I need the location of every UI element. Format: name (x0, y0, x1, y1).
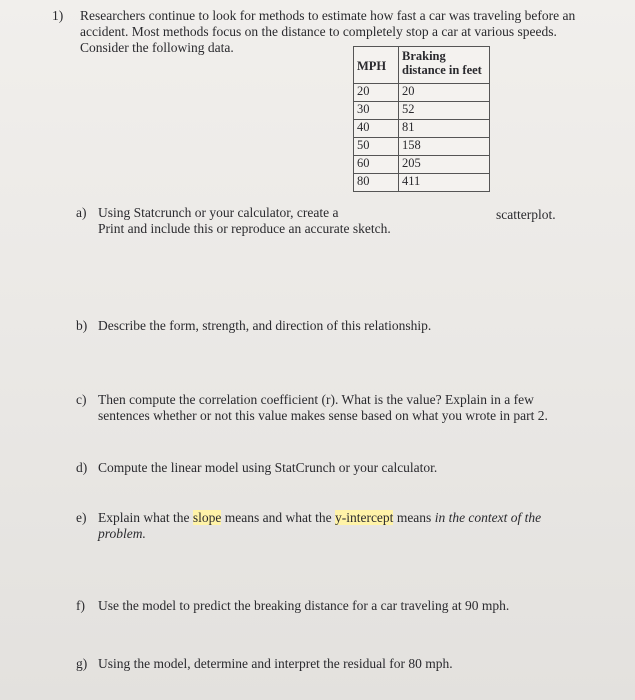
part-c (76, 392, 596, 424)
slope-highlight: slope (192, 510, 222, 525)
part-a-trailing-word: scatterplot. (496, 207, 556, 222)
mph-cell: 80 (354, 174, 399, 192)
column-header-mph: MPH (354, 47, 399, 84)
part-e-text-pre: Explain what the (98, 510, 193, 525)
part-d-line-1: Compute the linear model using StatCrunch or your calculator. (98, 460, 438, 475)
part-a-line-2: Print and include this or reproduce an accurate sketch. (98, 221, 391, 236)
distance-cell: 205 (399, 156, 490, 174)
distance-cell: 52 (399, 102, 490, 120)
table-row (354, 120, 490, 138)
distance-cell: 411 (399, 174, 490, 192)
part-d-letter: d) (76, 460, 88, 475)
intro-line-2: accident. Most methods focus on the distance to completely stop a car at various speeds. (80, 24, 557, 39)
part-c-letter: c) (76, 392, 87, 407)
mph-cell: 60 (354, 156, 399, 174)
part-g-line-1: Using the model, determine and interpret the residual for 80 mph. (98, 656, 453, 671)
mph-cell: 20 (354, 84, 399, 102)
intro-line-3: Consider the following data. (80, 40, 234, 55)
distance-cell: 158 (399, 138, 490, 156)
part-b-letter: b) (76, 318, 88, 333)
part-b-line-1: Describe the form, strength, and direction of this relationship. (98, 318, 432, 333)
part-d (76, 460, 437, 476)
part-c-line-2: sentences whether or not this value makes sense based on what you wrote in part 2. (98, 408, 548, 423)
part-e-italic-2: problem. (98, 526, 146, 541)
table-header-row (354, 47, 490, 84)
part-g-letter: g) (76, 656, 88, 671)
column-header-braking-distance: Braking distance in feet (399, 47, 490, 84)
braking-data-table (353, 46, 490, 192)
part-e (76, 510, 596, 542)
question-number: 1) (52, 8, 64, 23)
part-f-letter: f) (76, 598, 85, 613)
part-c-line-1: Then compute the correlation coefficient (r). What is the value? Explain in a few (98, 392, 534, 407)
mph-cell: 50 (354, 138, 399, 156)
part-g (76, 656, 453, 672)
part-f (76, 598, 509, 614)
mph-cell: 30 (354, 102, 399, 120)
part-e-letter: e) (76, 510, 87, 525)
table-row (354, 102, 490, 120)
distance-cell: 20 (399, 84, 490, 102)
table-row (354, 138, 490, 156)
distance-cell: 81 (399, 120, 490, 138)
part-a-line-1: Using Statcrunch or your calculator, create a (98, 205, 339, 220)
part-a-letter: a) (76, 205, 87, 220)
mph-cell: 40 (354, 120, 399, 138)
part-e-italic-1: in the context of the (434, 510, 542, 525)
y-intercept-highlight: y-intercept (334, 510, 394, 525)
table-row (354, 84, 490, 102)
intro-line-1: Researchers continue to look for methods to estimate how fast a car was traveling before an (80, 8, 576, 23)
part-e-text-post: means (393, 510, 435, 525)
table-row (354, 174, 490, 192)
part-e-text-mid: means and what the (221, 510, 335, 525)
question-intro (52, 8, 600, 56)
table-row (354, 156, 490, 174)
part-b (76, 318, 431, 334)
part-f-line-1: Use the model to predict the breaking distance for a car traveling at 90 mph. (98, 598, 510, 613)
